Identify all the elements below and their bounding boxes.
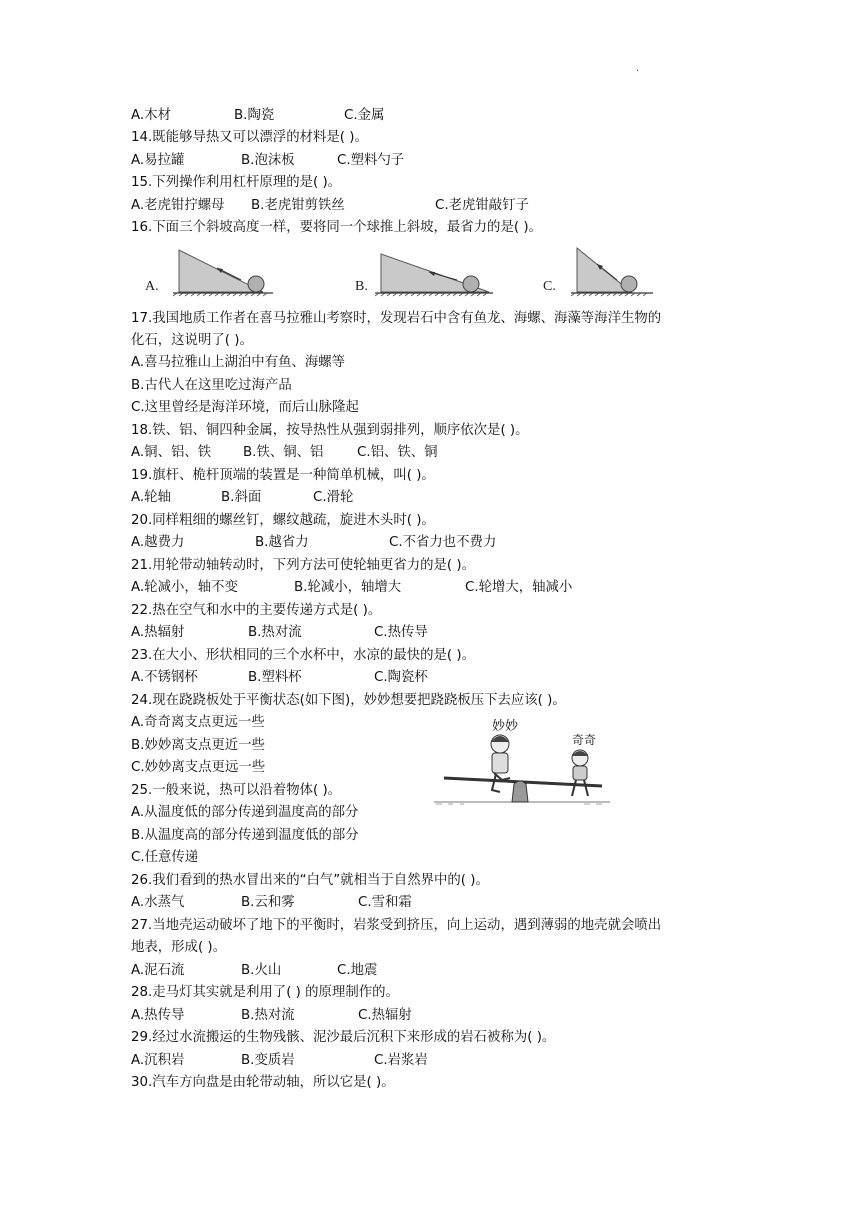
- q28-option-c: C.热辐射: [358, 1008, 412, 1023]
- q26-stem: 26.我们看到的热水冒出来的“白气”就相当于自然界中的( )。: [131, 873, 489, 888]
- slope-b-label: B.: [355, 279, 368, 294]
- q22-option-c: C.热传导: [374, 625, 428, 640]
- q23-option-a: A.不锈钢杯: [131, 670, 198, 685]
- q17-option-a: A.喜马拉雅山上湖泊中有鱼、海螺等: [131, 355, 346, 370]
- slope-c-label: C.: [543, 279, 556, 294]
- q21-option-c: C.轮增大，轴减小: [465, 580, 573, 595]
- q24-option-c: C.妙妙离支点更远一些: [131, 760, 266, 775]
- qiqi-label: 奇奇: [572, 733, 597, 747]
- q19-option-a: A.轮轴: [131, 490, 171, 505]
- q25-option-c: C.任意传递: [131, 850, 199, 865]
- q27-option-b: B.火山: [241, 963, 282, 978]
- q18-option-a: A.铜、铝、铁: [131, 445, 212, 460]
- q27-stem-line2: 地表，形成( )。: [131, 940, 227, 955]
- q29-option-a: A.沉积岩: [131, 1053, 185, 1068]
- q14-option-c: C.塑料勺子: [337, 153, 405, 168]
- slope-a: [145, 250, 273, 296]
- q20-option-b: B.越省力: [255, 535, 309, 550]
- q13-option-b: B.陶瓷: [234, 108, 275, 123]
- q22-option-b: B.热对流: [248, 625, 302, 640]
- q24-option-a: A.奇奇离支点更远一些: [131, 715, 265, 730]
- q29-option-b: B.变质岩: [241, 1053, 295, 1068]
- q15-stem: 15.下列操作利用杠杆原理的是( )。: [131, 175, 342, 190]
- q17-option-b: B.古代人在这里吃过海产品: [131, 378, 292, 393]
- q21-stem: 21.用轮带动轴转动时，下列方法可使轮轴更省力的是( )。: [131, 558, 475, 573]
- miaomiao-label: 妙妙: [492, 719, 519, 734]
- q13-option-c: C.金属: [344, 108, 385, 123]
- q23-stem: 23.在大小、形状相同的三个水杯中，水凉的最快的是( )。: [131, 648, 475, 663]
- slope-b: [355, 254, 493, 296]
- q26-option-a: A.水蒸气: [131, 895, 185, 910]
- q18-option-b: B.铁、铜、铝: [243, 445, 324, 460]
- q14-option-a: A.易拉罐: [131, 153, 185, 168]
- q27-option-c: C.地震: [337, 963, 378, 978]
- q14-stem: 14.既能够导热又可以漂浮的材料是( )。: [131, 130, 368, 145]
- q24-stem: 24.现在跷跷板处于平衡状态(如下图)，妙妙想要把跷跷板压下去应该( )。: [131, 693, 566, 708]
- q25-stem: 25.一般来说，热可以沿着物体( )。: [131, 783, 342, 798]
- q28-option-b: B.热对流: [241, 1008, 295, 1023]
- q24-option-b: B.妙妙离支点更近一些: [131, 738, 265, 753]
- q20-option-c: C.不省力也不费力: [389, 535, 497, 550]
- q18-stem: 18.铁、铝、铜四种金属，按导热性从强到弱排列，顺序依次是( )。: [131, 423, 529, 438]
- q22-stem: 22.热在空气和水中的主要传递方式是( )。: [131, 603, 382, 618]
- q28-option-a: A.热传导: [131, 1008, 185, 1023]
- q20-option-a: A.越费力: [131, 535, 185, 550]
- q13-option-a: A.木材: [131, 108, 171, 123]
- q19-option-b: B.斜面: [221, 490, 262, 505]
- q15-option-a: A.老虎钳拧螺母: [131, 198, 225, 213]
- q15-option-b: B.老虎钳剪铁丝: [251, 198, 345, 213]
- q22-option-a: A.热辐射: [131, 625, 185, 640]
- q25-option-a: A.从温度低的部分传递到温度高的部分: [131, 805, 359, 820]
- q17-stem-line2: 化石，这说明了( )。: [131, 333, 253, 348]
- q19-stem: 19.旗杆、桅杆顶端的装置是一种简单机械，叫( )。: [131, 468, 435, 483]
- q18-option-c: C.铝、铁、铜: [357, 445, 438, 460]
- q23-option-b: B.塑料杯: [248, 670, 302, 685]
- slope-a-label: A.: [145, 279, 159, 294]
- q17-option-c: C.这里曾经是海洋环境，而后山脉隆起: [131, 400, 359, 415]
- q25-option-b: B.从温度高的部分传递到温度低的部分: [131, 828, 359, 843]
- q17-stem-line1: 17.我国地质工作者在喜马拉雅山考察时，发现岩石中含有鱼龙、海螺、海藻等海洋生物的: [131, 311, 662, 326]
- q15-option-c: C.老虎钳敲钉子: [435, 198, 529, 213]
- q14-option-b: B.泡沫板: [241, 153, 295, 168]
- page-dot: ·: [636, 66, 640, 77]
- q27-stem-line1: 27.当地壳运动破坏了地下的平衡时，岩浆受到挤压，向上运动，遇到薄弱的地壳就会喷出: [131, 918, 662, 933]
- q16-stem: 16.下面三个斜坡高度一样，要将同一个球推上斜坡，最省力的是( )。: [131, 220, 542, 235]
- q21-option-a: A.轮减小，轴不变: [131, 580, 238, 595]
- q30-stem: 30.汽车方向盘是由轮带动轴，所以它是( )。: [131, 1075, 395, 1090]
- q28-stem: 28.走马灯其实就是利用了( ) 的原理制作的。: [131, 985, 399, 1000]
- q20-stem: 20.同样粗细的螺丝钉，螺纹越疏，旋进木头时( )。: [131, 513, 435, 528]
- q26-option-b: B.云和雾: [241, 895, 295, 910]
- miaomiao-figure: [491, 735, 510, 792]
- slope-figure: [143, 244, 663, 302]
- seesaw-figure: [434, 716, 610, 812]
- qiqi-figure: [572, 750, 588, 796]
- q29-stem: 29.经过水流搬运的生物残骸、泥沙最后沉积下来形成的岩石被称为( )。: [131, 1030, 556, 1045]
- q19-option-c: C.滑轮: [313, 490, 354, 505]
- slope-c: [543, 248, 653, 296]
- q27-option-a: A.泥石流: [131, 963, 185, 978]
- q23-option-c: C.陶瓷杯: [374, 670, 428, 685]
- q26-option-c: C.雪和霜: [358, 895, 412, 910]
- q21-option-b: B.轮减小，轴增大: [294, 580, 402, 595]
- q29-option-c: C.岩浆岩: [374, 1053, 428, 1068]
